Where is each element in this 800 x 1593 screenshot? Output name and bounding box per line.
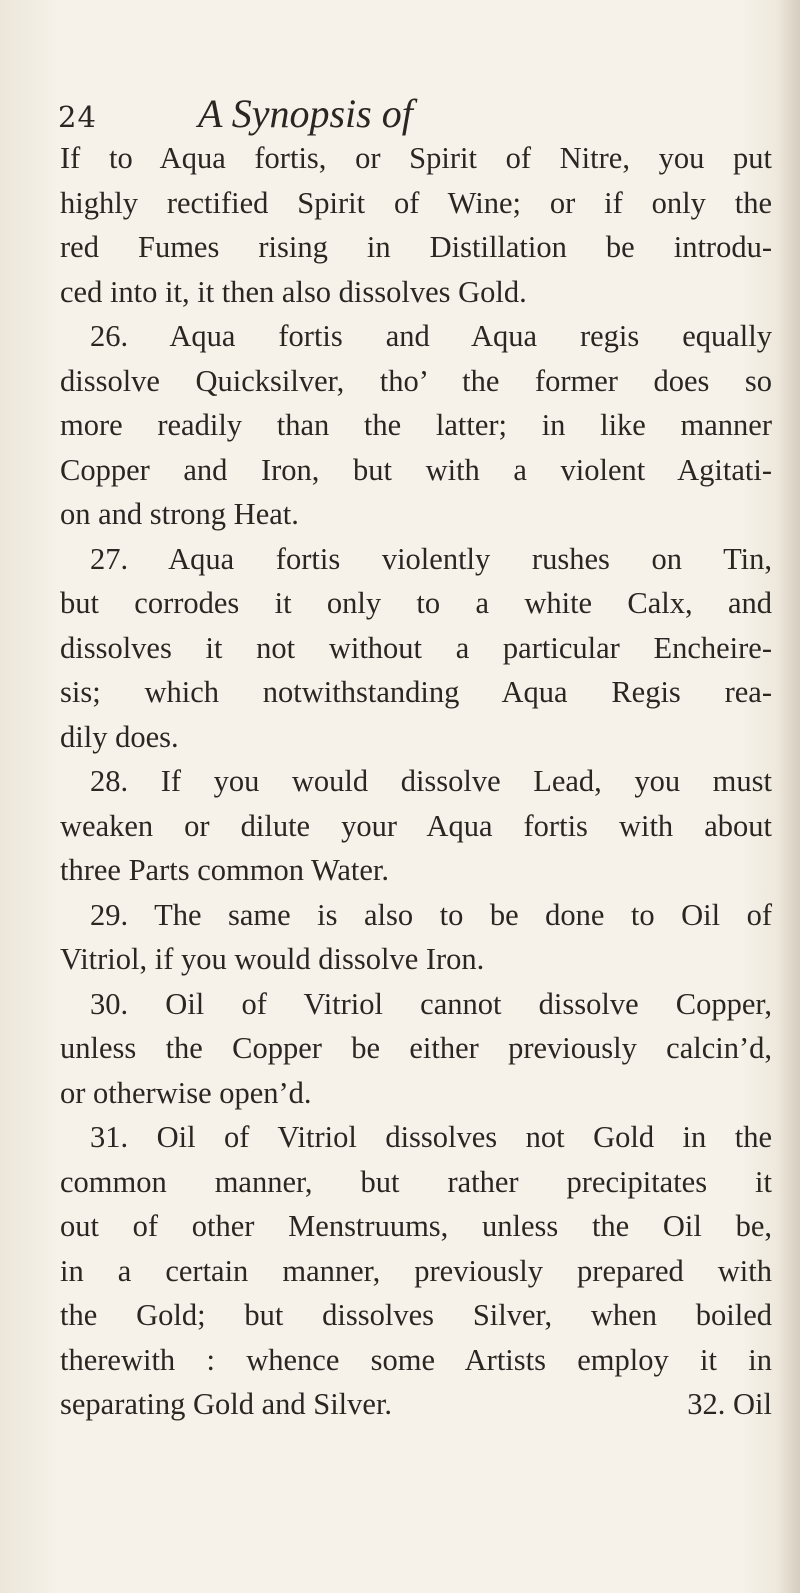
catchword: 32. Oil bbox=[687, 1387, 772, 1421]
text-line: unless the Copper be either previously calcin’d, bbox=[60, 1031, 772, 1065]
paragraph-29-start: 29. The same is also to be done to Oil of bbox=[90, 897, 772, 932]
final-line-text: separating Gold and Silver. bbox=[60, 1387, 393, 1421]
text-line: but corrodes it only to a white Calx, and bbox=[60, 586, 772, 620]
text-line: weaken or dilute your Aqua fortis with about bbox=[60, 808, 772, 843]
text-line: red Fumes rising in Distillation be introdu- bbox=[60, 230, 772, 264]
text-line: therewith : whence some Artists employ it in bbox=[60, 1342, 772, 1377]
text-line: out of other Menstruums, unless the Oil be, bbox=[60, 1209, 772, 1243]
text-line: sis; which notwithstanding Aqua Regis rea- bbox=[60, 675, 772, 709]
text-line: on and strong Heat. bbox=[60, 497, 299, 531]
text-line: the Gold; but dissolves Silver, when boiled bbox=[60, 1298, 772, 1332]
text-line: ced into it, it then also dissolves Gold. bbox=[60, 274, 527, 309]
page-number: 24 bbox=[58, 100, 97, 134]
text-line: dissolve Quicksilver, tho’ the former does so bbox=[60, 363, 772, 398]
text-line: or otherwise open’d. bbox=[60, 1075, 312, 1110]
text-line: three Parts common Water. bbox=[60, 853, 390, 887]
text-line: common manner, but rather precipitates it bbox=[60, 1164, 772, 1199]
text-line: Copper and Iron, but with a violent Agitati- bbox=[60, 452, 772, 487]
paragraph-26-start: 26. Aqua fortis and Aqua regis equally bbox=[90, 319, 772, 353]
page-edge-shadow bbox=[778, 0, 800, 1593]
text-line: Vitriol, if you would dissolve Iron. bbox=[60, 942, 485, 976]
text-line: dily does. bbox=[60, 719, 179, 754]
text-line: highly rectified Spirit of Wine; or if only the bbox=[60, 185, 772, 220]
paragraph-30-start: 30. Oil of Vitriol cannot dissolve Copper, bbox=[90, 986, 772, 1021]
paragraph-28-start: 28. If you would dissolve Lead, you must bbox=[90, 764, 772, 798]
body-text bbox=[60, 136, 772, 1427]
final-line bbox=[60, 1382, 772, 1427]
text-line: in a certain manner, previously prepared with bbox=[60, 1253, 772, 1288]
running-title: A Synopsis of bbox=[198, 91, 413, 136]
paragraph-31-start: 31. Oil of Vitriol dissolves not Gold in the bbox=[90, 1120, 772, 1154]
text-line: more readily than the latter; in like manner bbox=[60, 408, 772, 442]
paragraph-27-start: 27. Aqua fortis violently rushes on Tin, bbox=[90, 541, 772, 576]
text-line: dissolves it not without a particular Encheire- bbox=[60, 630, 772, 665]
text-line: If to Aqua fortis, or Spirit of Nitre, you put bbox=[60, 141, 772, 175]
